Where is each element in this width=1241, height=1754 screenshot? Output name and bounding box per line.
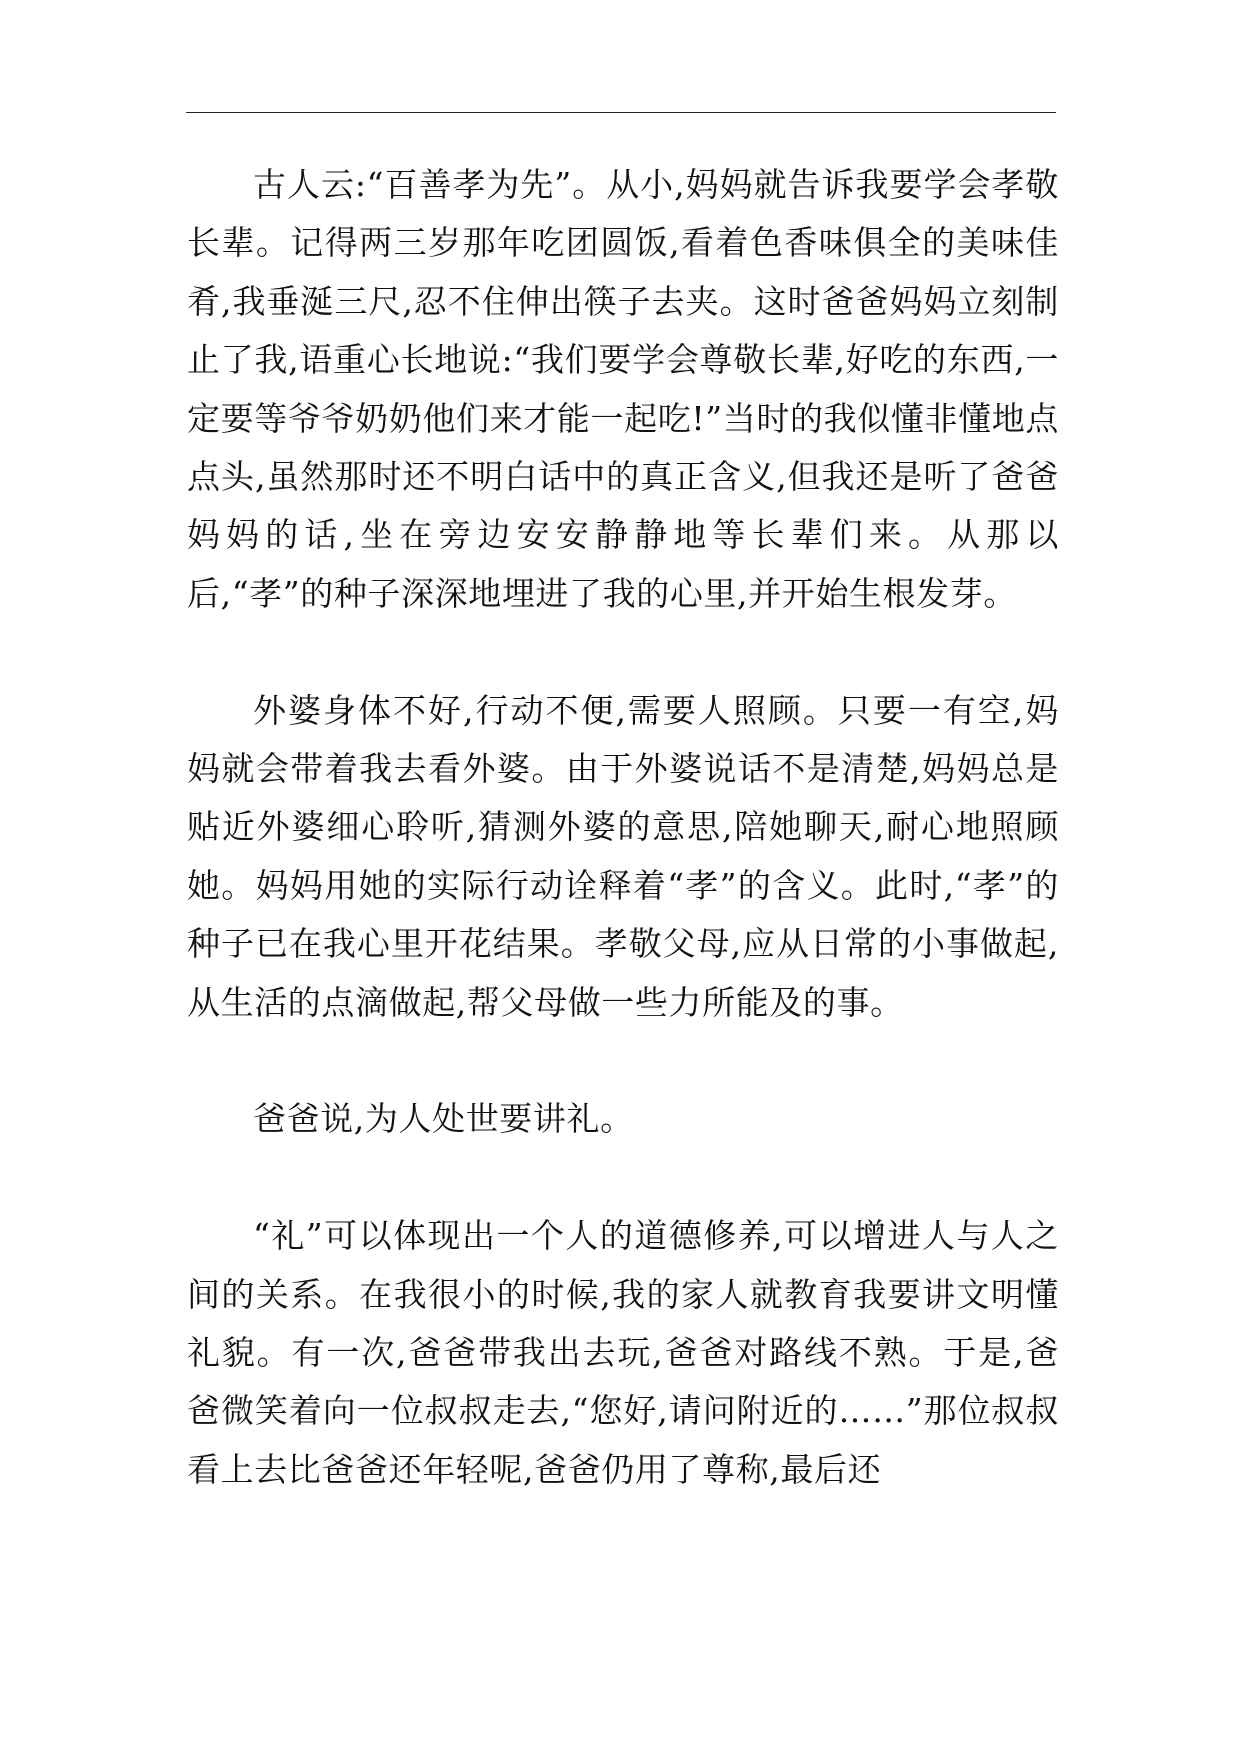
paragraph-father-etiquette: 爸爸说,为人处世要讲礼。: [253, 1099, 634, 1139]
document-body: [187, 156, 1059, 1499]
paragraph-filial-piety-origin: 古人云:“百善孝为先”。从小,妈妈就告诉我要学会孝敬长辈。记得两三岁那年吃团圆饭,看着色香味俱全的美味佳肴,我垂涎三尺,忍不住伸出筷子去夹。这时爸爸妈妈立刻制止了我,语重心长地说:“我们要学会尊敬长辈,好吃的东西,一定要等爷爷奶奶他们来才能一起吃!”当时的我似懂非懂地点点头,虽然那时还不明白话中的真正含义,但我还是听了爸爸妈妈的话,坐在旁边安安静静地等长辈们来。从那以后,“孝”的种子深深地埋进了我的心里,并开始生根发芽。: [187, 165, 1059, 613]
header-rule: [186, 112, 1056, 113]
paragraph-grandmother-care: 外婆身体不好,行动不便,需要人照顾。只要一有空,妈妈就会带着我去看外婆。由于外婆说话不是清楚,妈妈总是贴近外婆细心聆听,猜测外婆的意思,陪她聊天,耐心地照顾她。妈妈用她的实际行动诠释着“孝”的含义。此时,“孝”的种子已在我心里开花结果。孝敬父母,应从日常的小事做起,从生活的点滴做起,帮父母做一些力所能及的事。: [187, 690, 1059, 1022]
paragraph-courtesy-story: “礼”可以体现出一个人的道德修养,可以增进人与人之间的关系。在我很小的时候,我的家人就教育我要讲文明懂礼貌。有一次,爸爸带我出去玩,爸爸对路线不熟。于是,爸爸微笑着向一位叔叔走去,“您好,请问附近的……”那位叔叔看上去比爸爸还年轻呢,爸爸仍用了尊称,最后还: [187, 1216, 1059, 1489]
